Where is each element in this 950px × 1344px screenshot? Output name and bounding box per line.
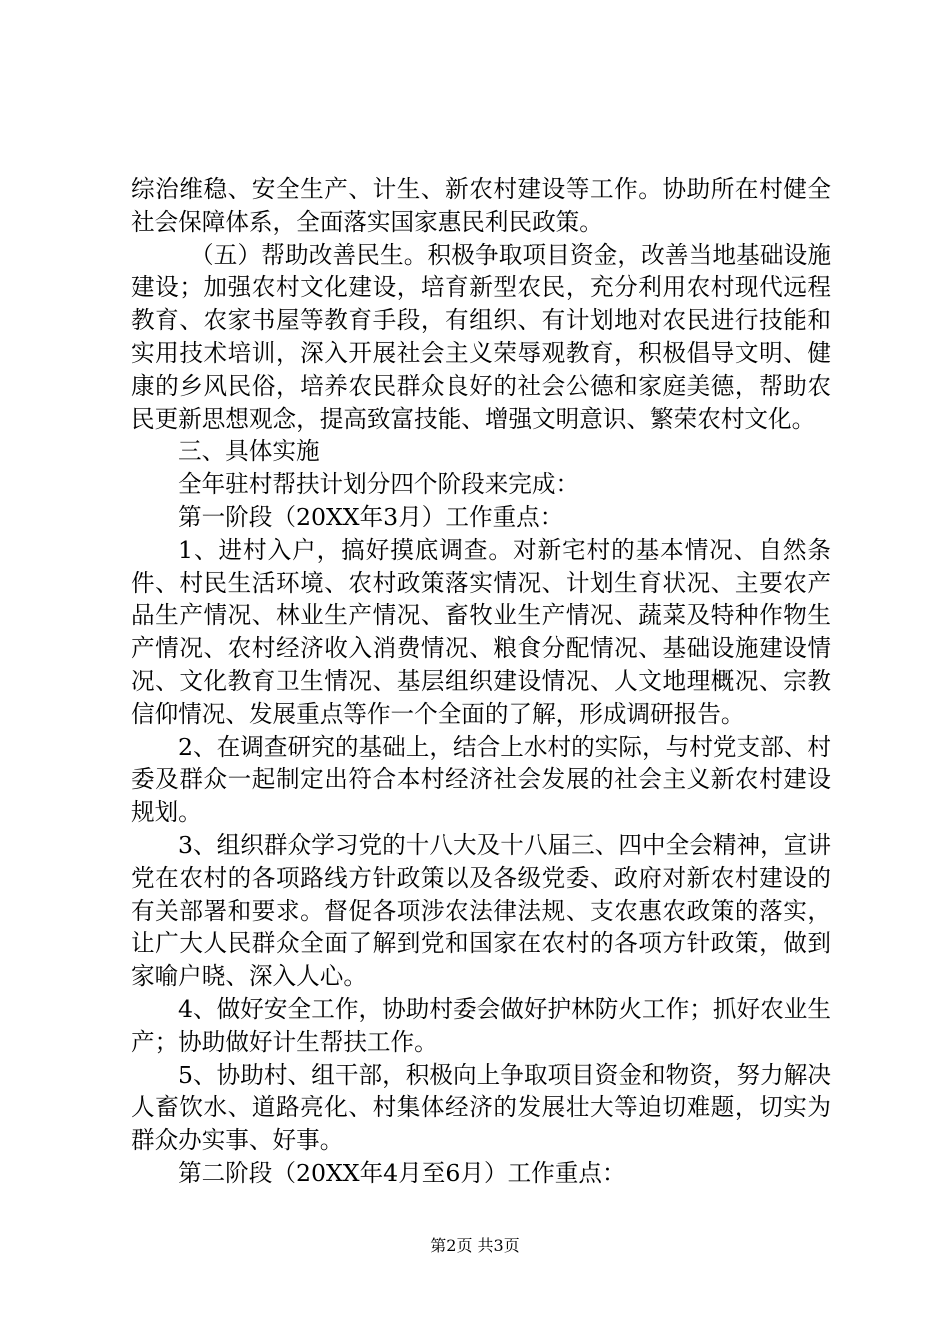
paragraph-1: 综治维稳、安全生产、计生、新农村建设等工作。协助所在村健全社会保障体系，全面落实国家惠民利民政策。	[131, 175, 831, 236]
section-heading: 三、具体实施	[178, 437, 320, 466]
list-item-5: 5、协助村、组干部，积极向上争取项目资金和物资，努力解决人畜饮水、道路亮化、村集体经济的发展壮大等迫切难题，切实为群众办实事、好事。	[131, 1060, 831, 1155]
list-item-1: 1、进村入户，搞好摸底调查。对新宅村的基本情况、自然条件、村民生活环境、农村政策落实情况、计划生育状况、主要农产品生产情况、林业生产情况、畜牧业生产情况、蔬菜及特种作物生产情况、农村经济收入消费情况、粮食分配情况、基础设施建设情况、文化教育卫生情况、基层组织建设情况、人文地理概况、宗教信仰情况、发展重点等作一个全面的了解，形成调研报告。	[131, 535, 831, 728]
document-body	[131, 173, 831, 1190]
stage-two-heading: 第二阶段（20XX年4月至6月）工作重点：	[178, 1158, 626, 1187]
page-number-footer: 第2页 共3页	[430, 1236, 520, 1255]
paragraph-4: 全年驻村帮扶计划分四个阶段来完成：	[178, 470, 580, 499]
list-item-2: 2、在调查研究的基础上，结合上水村的实际，与村党支部、村委及群众一起制定出符合本村经济社会发展的社会主义新农村建设规划。	[131, 732, 831, 827]
list-item-4: 4、做好安全工作，协助村委会做好护林防火工作；抓好农业生产；协助做好计生帮扶工作。	[131, 994, 831, 1056]
paragraph-2: （五）帮助改善民生。积极争取项目资金，改善当地基础设施建设；加强农村文化建设，培育新型农民，充分利用农村现代远程教育、农家书屋等教育手段，有组织、有计划地对农民进行技能和实用技术培训，深入开展社会主义荣辱观教育，积极倡导文明、健康的乡风民俗，培养农民群众良好的社会公德和家庭美德，帮助农民更新思想观念，提高致富技能、增强文明意识、繁荣农村文化。	[131, 240, 831, 433]
stage-one-heading: 第一阶段（20XX年3月）工作重点：	[178, 502, 564, 531]
list-item-3: 3、组织群众学习党的十八大及十八届三、四中全会精神，宣讲党在农村的各项路线方针政策以及各级党委、政府对新农村建设的有关部署和要求。督促各项涉农法律法规、支农惠农政策的落实，让广大人民群众全面了解到党和国家在农村的各项方针政策，做到家喻户晓、深入人心。	[131, 830, 831, 991]
